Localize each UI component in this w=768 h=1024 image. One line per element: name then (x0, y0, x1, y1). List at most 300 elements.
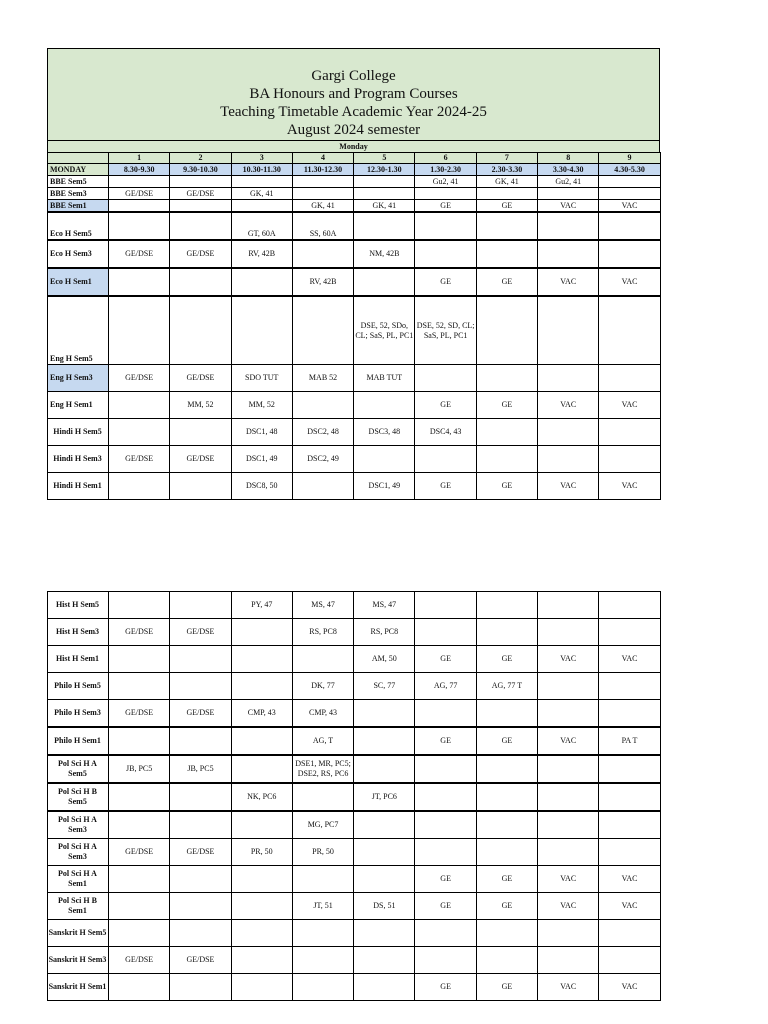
timetable-cell (170, 866, 231, 893)
timetable-cell (109, 212, 170, 240)
timetable-cell (599, 240, 660, 268)
timetable-cell (538, 296, 599, 365)
timetable-cell: GE (415, 268, 476, 296)
timetable-cell: VAC (599, 268, 660, 296)
timetable-cell: Gu2, 41 (538, 176, 599, 188)
timetable-row (48, 268, 661, 296)
timetable-cell (476, 619, 537, 646)
row-label: BBE Sem5 (48, 176, 109, 188)
timetable-cell (292, 240, 353, 268)
timetable-cell (476, 947, 537, 974)
timetable-cell (476, 700, 537, 728)
timetable-cell (231, 755, 292, 783)
timetable-row (48, 700, 661, 728)
timetable-cell: VAC (599, 473, 660, 500)
timetable-cell: JB, PC5 (170, 755, 231, 783)
timetable-cell: GE (476, 392, 537, 419)
timetable-cell (170, 296, 231, 365)
timetable-cell (231, 296, 292, 365)
timetable-cell: DSC3, 48 (354, 419, 415, 446)
timetable-cell: VAC (538, 974, 599, 1001)
timetable-row (48, 200, 661, 213)
timetable-cell: PA T (599, 727, 660, 755)
timetable-cell (170, 783, 231, 811)
timetable-cell: MS, 47 (354, 592, 415, 619)
time-slot: 4.30-5.30 (599, 164, 660, 176)
timetable-cell (109, 727, 170, 755)
time-slot: 8.30-9.30 (109, 164, 170, 176)
timetable-cell: VAC (538, 268, 599, 296)
timetable-cell: CMP, 43 (231, 700, 292, 728)
timetable-cell (599, 419, 660, 446)
time-slot: 9.30-10.30 (170, 164, 231, 176)
timetable-cell (109, 296, 170, 365)
timetable-cell: MAB TUT (354, 365, 415, 392)
timetable-body-1 (48, 176, 661, 500)
timetable-cell (599, 700, 660, 728)
timetable-cell (476, 446, 537, 473)
timetable-cell (476, 296, 537, 365)
timetable-cell (354, 974, 415, 1001)
timetable-cell (292, 646, 353, 673)
timetable-cell (354, 176, 415, 188)
timetable-cell (354, 700, 415, 728)
timetable-cell (109, 646, 170, 673)
timetable-cell (599, 920, 660, 947)
timetable-cell (170, 673, 231, 700)
timetable-row (48, 920, 661, 947)
timetable-cell (538, 365, 599, 392)
timetable-cell: DSC8, 50 (231, 473, 292, 500)
timetable-cell: VAC (599, 200, 660, 213)
timetable-cell (354, 947, 415, 974)
timetable-cell (109, 866, 170, 893)
timetable-cell (476, 365, 537, 392)
day-label: MONDAY (48, 164, 109, 176)
timetable-cell (599, 755, 660, 783)
timetable-cell: GE/DSE (109, 700, 170, 728)
timetable-cell: GE (476, 200, 537, 213)
timetable-cell (599, 365, 660, 392)
timetable-cell: GE (476, 893, 537, 920)
timetable-cell (415, 700, 476, 728)
timetable-row (48, 240, 661, 268)
timetable-cell (109, 176, 170, 188)
timetable-cell: AG, 77 (415, 673, 476, 700)
timetable-row (48, 839, 661, 866)
timetable-cell: GE/DSE (109, 839, 170, 866)
timetable-cell (599, 947, 660, 974)
timetable-sheet-1 (47, 48, 660, 500)
timetable-cell (231, 866, 292, 893)
timetable-cell: GE (415, 392, 476, 419)
timetable-row (48, 673, 661, 700)
timetable-cell: RV, 42B (292, 268, 353, 296)
timetable-cell (231, 920, 292, 947)
row-label: Eco H Sem3 (48, 240, 109, 268)
row-label: Hist H Sem5 (48, 592, 109, 619)
period-number: 5 (354, 153, 415, 164)
timetable-cell: AG, 77 T (476, 673, 537, 700)
timetable-cell: JT, 51 (292, 893, 353, 920)
timetable-cell (170, 200, 231, 213)
timetable-cell (415, 240, 476, 268)
timetable-cell (476, 240, 537, 268)
timetable-cell: GE (415, 473, 476, 500)
timetable-cell (599, 212, 660, 240)
row-label: Sanskrit H Sem5 (48, 920, 109, 947)
timetable-cell (538, 419, 599, 446)
timetable-cell: GE (415, 866, 476, 893)
row-label: Philo H Sem5 (48, 673, 109, 700)
timetable-cell (476, 419, 537, 446)
timetable-cell: GE (476, 866, 537, 893)
timetable-cell (476, 839, 537, 866)
timetable-cell: GE (415, 727, 476, 755)
timetable-cell: Gu2, 41 (415, 176, 476, 188)
timetable-row (48, 188, 661, 200)
timetable-cell: DSC2, 48 (292, 419, 353, 446)
timetable-cell: VAC (599, 974, 660, 1001)
timetable-cell (231, 619, 292, 646)
row-label: Pol Sci H B Sem5 (48, 783, 109, 811)
timetable-cell: DSC2, 49 (292, 446, 353, 473)
timetable-table-2 (47, 591, 661, 1001)
timetable-row (48, 619, 661, 646)
period-number: 8 (538, 153, 599, 164)
timetable-cell: PY, 47 (231, 592, 292, 619)
timetable-row (48, 947, 661, 974)
timetable-row (48, 592, 661, 619)
period-number: 4 (292, 153, 353, 164)
time-slot: 2.30-3.30 (476, 164, 537, 176)
timetable-cell (415, 212, 476, 240)
timetable-cell (354, 392, 415, 419)
timetable-cell (170, 811, 231, 839)
timetable-cell (599, 811, 660, 839)
row-label: Pol Sci H A Sem3 (48, 811, 109, 839)
timetable-cell: VAC (599, 392, 660, 419)
timetable-cell (599, 619, 660, 646)
timetable-cell (109, 268, 170, 296)
timetable-cell: GE (415, 200, 476, 213)
row-label: Hist H Sem3 (48, 619, 109, 646)
timetable-cell (415, 755, 476, 783)
timetable-cell (170, 974, 231, 1001)
timetable-title: Teaching Timetable Academic Year 2024-25 (220, 104, 487, 120)
timetable-cell (292, 974, 353, 1001)
timetable-cell (292, 783, 353, 811)
timetable-cell (170, 727, 231, 755)
row-label: Hindi H Sem1 (48, 473, 109, 500)
timetable-cell: GK, 41 (476, 176, 537, 188)
timetable-row (48, 866, 661, 893)
timetable-cell (476, 592, 537, 619)
timetable-cell (231, 811, 292, 839)
timetable-cell (109, 974, 170, 1001)
time-slot: 11.30-12.30 (292, 164, 353, 176)
row-label: Philo H Sem3 (48, 700, 109, 728)
timetable-cell (292, 296, 353, 365)
timetable-cell: RS, PC8 (354, 619, 415, 646)
timetable-cell: GK, 41 (354, 200, 415, 213)
timetable-cell (599, 296, 660, 365)
timetable-header (47, 48, 660, 140)
timetable-cell (599, 783, 660, 811)
timetable-cell (170, 920, 231, 947)
timetable-row (48, 212, 661, 240)
row-label: Hindi H Sem5 (48, 419, 109, 446)
period-number-row (48, 153, 661, 164)
timetable-cell (599, 446, 660, 473)
timetable-cell (415, 619, 476, 646)
timetable-cell (292, 176, 353, 188)
timetable-sheet-2 (47, 591, 660, 1001)
timetable-table-1 (47, 152, 661, 500)
timetable-cell (415, 920, 476, 947)
row-label: Pol Sci H A Sem1 (48, 866, 109, 893)
timetable-cell (231, 974, 292, 1001)
timetable-cell (109, 893, 170, 920)
timetable-cell: DSC1, 49 (354, 473, 415, 500)
timetable-cell: GE/DSE (109, 365, 170, 392)
timetable-cell (476, 783, 537, 811)
timetable-cell (292, 947, 353, 974)
timetable-cell: RV, 42B (231, 240, 292, 268)
timetable-cell: DSE1, MR, PC5; DSE2, RS, PC6 (292, 755, 353, 783)
timetable-cell (231, 646, 292, 673)
timetable-cell: GE/DSE (170, 700, 231, 728)
timetable-cell (538, 811, 599, 839)
college-name: Gargi College (311, 68, 396, 84)
timetable-cell (538, 783, 599, 811)
row-label: Pol Sci H B Sem1 (48, 893, 109, 920)
period-number: 2 (170, 153, 231, 164)
timetable-cell: DK, 77 (292, 673, 353, 700)
timetable-cell (292, 392, 353, 419)
timetable-cell (109, 419, 170, 446)
period-number: 1 (109, 153, 170, 164)
timetable-row (48, 176, 661, 188)
timetable-cell: GT, 60A (231, 212, 292, 240)
timetable-cell: GE/DSE (109, 188, 170, 200)
timetable-cell (599, 673, 660, 700)
timetable-row (48, 727, 661, 755)
timetable-cell: VAC (538, 473, 599, 500)
time-slot: 1.30-2.30 (415, 164, 476, 176)
timetable-cell (292, 188, 353, 200)
timetable-cell: GE/DSE (109, 947, 170, 974)
timetable-cell: MM, 52 (231, 392, 292, 419)
timetable-cell: VAC (599, 646, 660, 673)
timetable-row (48, 392, 661, 419)
timetable-row (48, 755, 661, 783)
timetable-cell: GE/DSE (170, 947, 231, 974)
timetable-cell (538, 592, 599, 619)
timetable-row (48, 446, 661, 473)
timetable-cell: GE/DSE (109, 446, 170, 473)
timetable-cell (170, 646, 231, 673)
period-number: 9 (599, 153, 660, 164)
program-title: BA Honours and Program Courses (249, 86, 458, 102)
timetable-row (48, 296, 661, 365)
timetable-cell: GE (476, 473, 537, 500)
timetable-cell: VAC (538, 646, 599, 673)
time-slot-row (48, 164, 661, 176)
timetable-cell (354, 866, 415, 893)
timetable-cell: GE/DSE (170, 365, 231, 392)
timetable-cell (170, 473, 231, 500)
timetable-cell (538, 700, 599, 728)
timetable-cell (354, 811, 415, 839)
row-label: Hist H Sem1 (48, 646, 109, 673)
timetable-row (48, 974, 661, 1001)
timetable-cell (292, 473, 353, 500)
timetable-cell: MS, 47 (292, 592, 353, 619)
timetable-cell: VAC (538, 392, 599, 419)
day-heading: Monday (47, 140, 660, 152)
timetable-cell: NM, 42B (354, 240, 415, 268)
row-label: Pol Sci H A Sem5 (48, 755, 109, 783)
timetable-cell (231, 947, 292, 974)
timetable-cell: VAC (538, 866, 599, 893)
row-label: Hindi H Sem3 (48, 446, 109, 473)
period-number-blank (48, 153, 109, 164)
timetable-cell (354, 446, 415, 473)
timetable-cell: GE (476, 646, 537, 673)
timetable-cell (354, 188, 415, 200)
timetable-cell (109, 473, 170, 500)
timetable-cell: GE (476, 268, 537, 296)
timetable-cell: GE/DSE (170, 839, 231, 866)
timetable-cell (170, 268, 231, 296)
timetable-cell: MG, PC7 (292, 811, 353, 839)
timetable-cell: GK, 41 (231, 188, 292, 200)
timetable-cell: GE/DSE (109, 240, 170, 268)
timetable-cell: JB, PC5 (109, 755, 170, 783)
time-slot: 10.30-11.30 (231, 164, 292, 176)
timetable-row (48, 365, 661, 392)
time-slot: 12.30-1.30 (354, 164, 415, 176)
timetable-cell (538, 212, 599, 240)
timetable-cell: SC, 77 (354, 673, 415, 700)
timetable-cell (538, 839, 599, 866)
timetable-cell: AM, 50 (354, 646, 415, 673)
timetable-cell (292, 920, 353, 947)
timetable-cell (109, 592, 170, 619)
timetable-cell: DSE, 52, SD, CL; SaS, PL, PC1 (415, 296, 476, 365)
timetable-row (48, 419, 661, 446)
timetable-cell: GE (476, 727, 537, 755)
row-label: Eng H Sem3 (48, 365, 109, 392)
row-label: BBE Sem3 (48, 188, 109, 200)
row-label: Philo H Sem1 (48, 727, 109, 755)
timetable-cell (538, 619, 599, 646)
timetable-cell: GE (415, 646, 476, 673)
timetable-cell (476, 755, 537, 783)
timetable-cell (415, 446, 476, 473)
timetable-cell: GE (415, 974, 476, 1001)
timetable-row (48, 473, 661, 500)
timetable-cell (354, 755, 415, 783)
timetable-cell: VAC (538, 200, 599, 213)
timetable-cell: DSE, 52, SDo, CL; SaS, PL, PC1 (354, 296, 415, 365)
timetable-cell (109, 920, 170, 947)
timetable-cell: CMP, 43 (292, 700, 353, 728)
timetable-cell: GE (476, 974, 537, 1001)
timetable-cell (599, 188, 660, 200)
timetable-cell (109, 200, 170, 213)
timetable-cell (538, 240, 599, 268)
timetable-cell (231, 673, 292, 700)
timetable-cell (170, 176, 231, 188)
timetable-cell: DSC1, 49 (231, 446, 292, 473)
timetable-cell (231, 176, 292, 188)
timetable-cell: RS, PC8 (292, 619, 353, 646)
timetable-cell (354, 920, 415, 947)
timetable-cell: GE/DSE (170, 619, 231, 646)
timetable-cell (231, 200, 292, 213)
timetable-cell: VAC (599, 893, 660, 920)
time-slot: 3.30-4.30 (538, 164, 599, 176)
timetable-cell: GK, 41 (292, 200, 353, 213)
timetable-cell (292, 866, 353, 893)
timetable-cell (170, 419, 231, 446)
timetable-cell (109, 811, 170, 839)
timetable-cell: SDO TUT (231, 365, 292, 392)
timetable-cell: GE/DSE (109, 619, 170, 646)
timetable-cell: DSC1, 48 (231, 419, 292, 446)
timetable-cell (231, 268, 292, 296)
timetable-row (48, 811, 661, 839)
timetable-cell (538, 920, 599, 947)
timetable-cell: GE/DSE (170, 188, 231, 200)
row-label: Sanskrit H Sem3 (48, 947, 109, 974)
timetable-cell (170, 212, 231, 240)
timetable-cell (354, 212, 415, 240)
timetable-cell (170, 893, 231, 920)
timetable-cell (476, 920, 537, 947)
timetable-cell (109, 673, 170, 700)
timetable-cell: GE/DSE (170, 240, 231, 268)
row-label: Eco H Sem5 (48, 212, 109, 240)
row-label: BBE Sem1 (48, 200, 109, 213)
timetable-cell (231, 727, 292, 755)
timetable-cell (415, 947, 476, 974)
timetable-cell (354, 727, 415, 755)
timetable-cell: PR, 50 (292, 839, 353, 866)
timetable-cell (415, 783, 476, 811)
timetable-cell: DSC4, 43 (415, 419, 476, 446)
timetable-cell (415, 365, 476, 392)
timetable-cell (415, 188, 476, 200)
timetable-cell: DS, 51 (354, 893, 415, 920)
timetable-cell (538, 446, 599, 473)
timetable-cell: VAC (599, 866, 660, 893)
timetable-cell (415, 811, 476, 839)
timetable-cell: VAC (538, 893, 599, 920)
timetable-cell (599, 592, 660, 619)
timetable-cell: MAB 52 (292, 365, 353, 392)
timetable-cell (170, 592, 231, 619)
timetable-body-2 (48, 592, 661, 1001)
timetable-row (48, 783, 661, 811)
row-label: Eng H Sem5 (48, 296, 109, 365)
timetable-cell: VAC (538, 727, 599, 755)
timetable-cell (538, 188, 599, 200)
timetable-cell: GE/DSE (170, 446, 231, 473)
timetable-cell: PR, 50 (231, 839, 292, 866)
